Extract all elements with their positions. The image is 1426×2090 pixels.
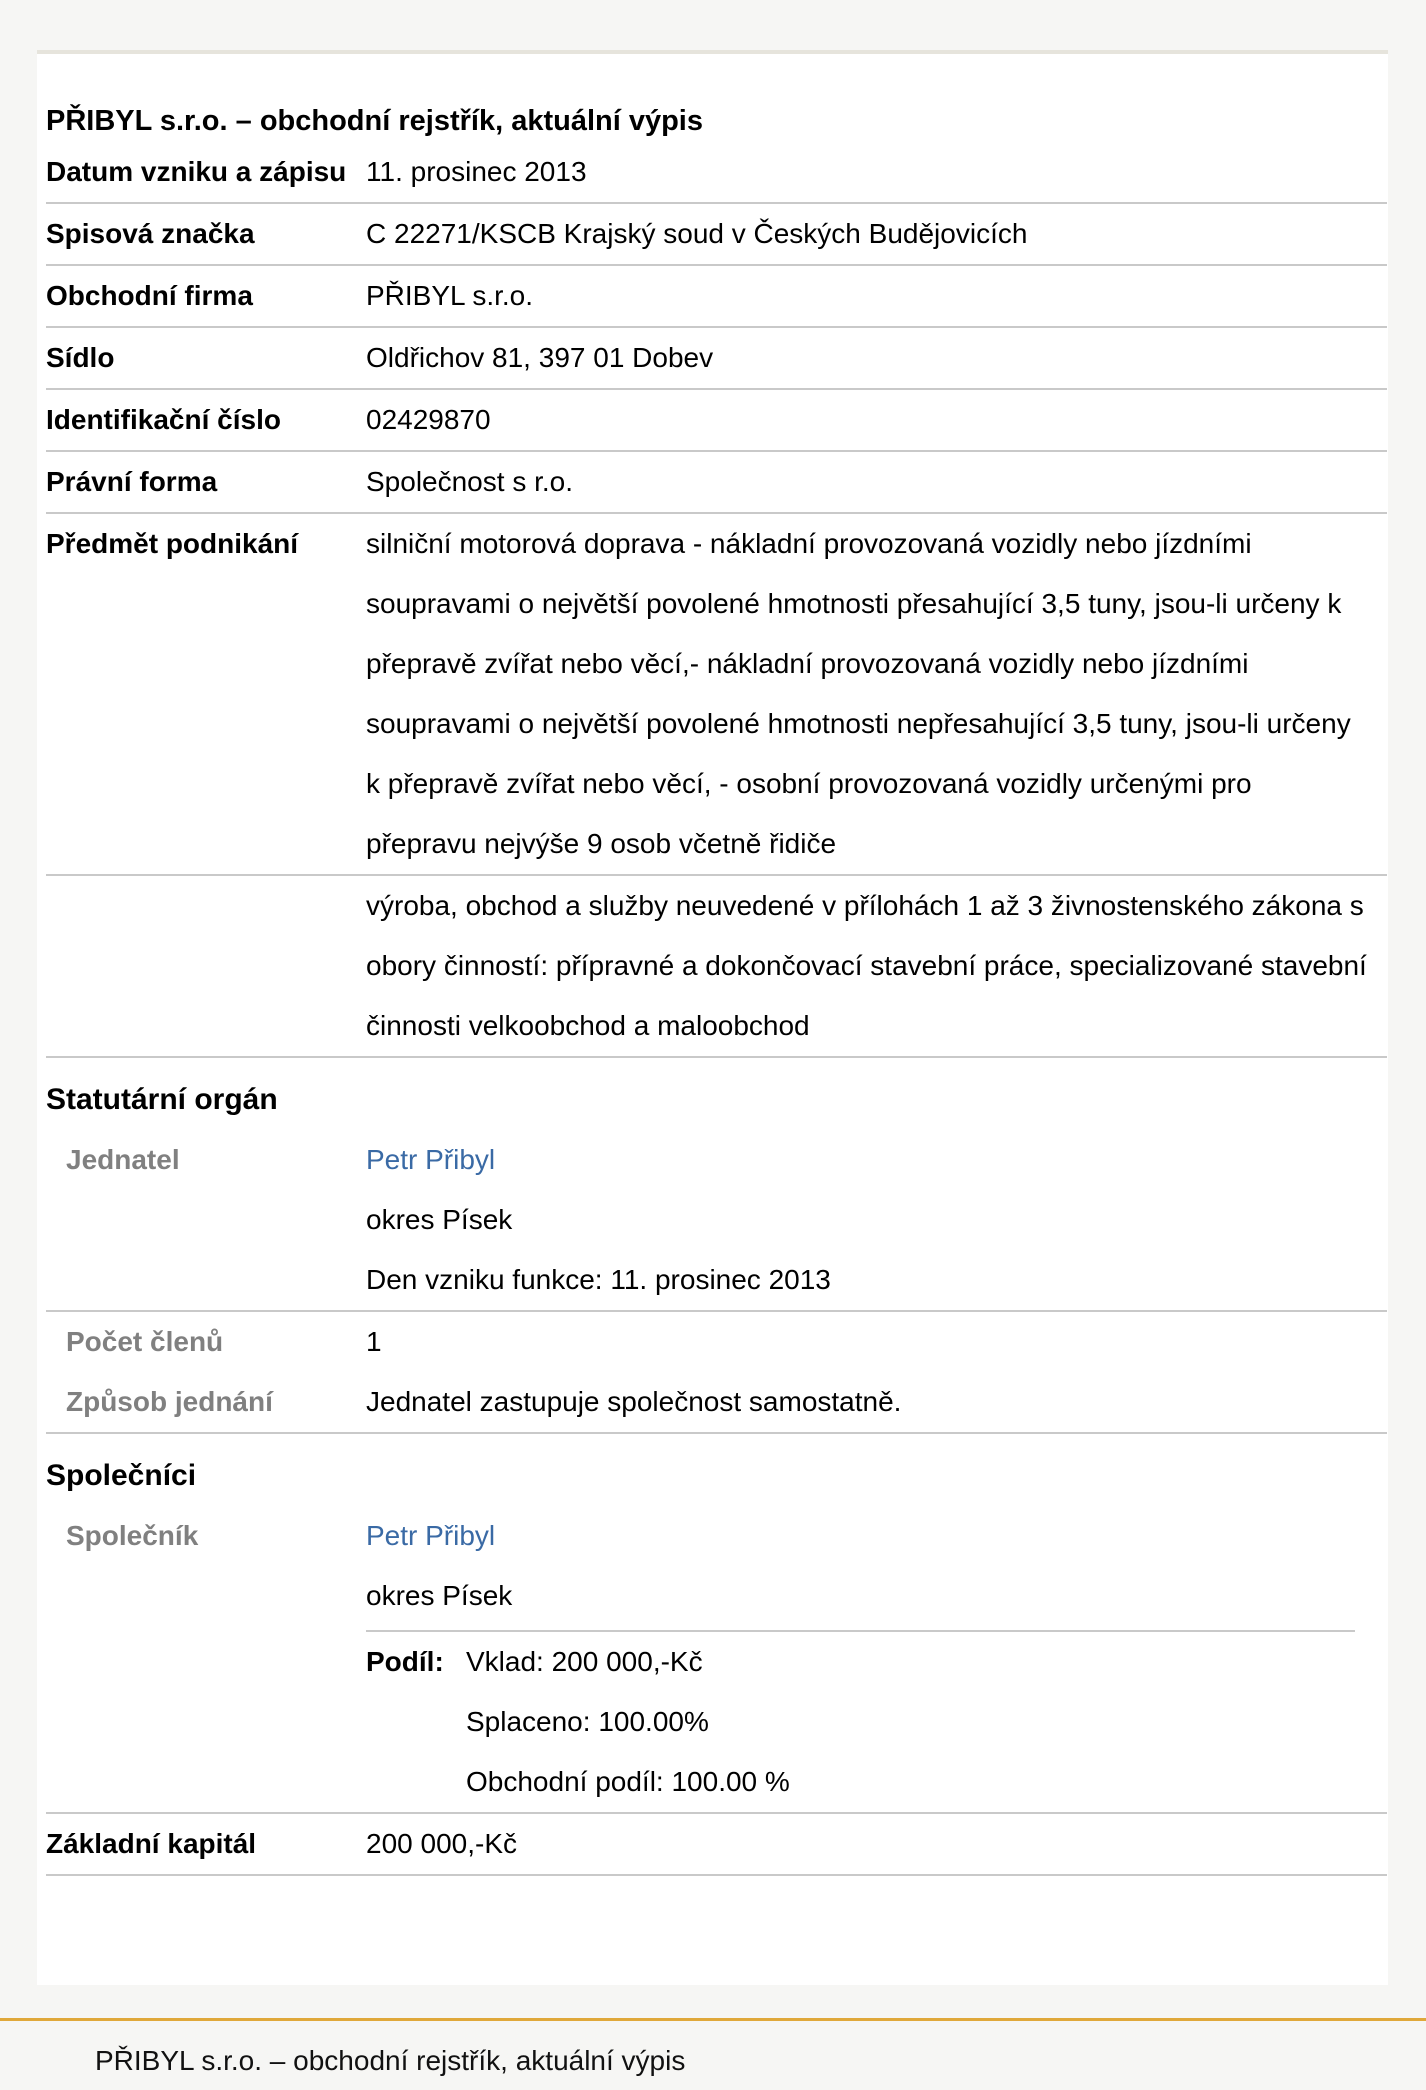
row-value: Společnost s r.o.: [366, 466, 574, 497]
row-label: Způsob jednání: [66, 1386, 273, 1417]
row-label: Právní forma: [46, 466, 218, 497]
spolecnik-name-link[interactable]: Petr Přibyl: [366, 1520, 496, 1551]
row-label: Společník: [66, 1520, 199, 1551]
page-footer: [0, 2018, 1426, 2090]
row-sidlo: [46, 328, 1387, 390]
row-label: Identifikační číslo: [46, 404, 281, 435]
row-label: Počet členů: [66, 1326, 224, 1357]
share-block: [366, 1630, 1355, 1812]
row-label-empty: [46, 876, 366, 1056]
register-extract-content: [46, 100, 1387, 1876]
row-value: Oldřichov 81, 397 01 Dobev: [366, 342, 714, 373]
row-label: Spisová značka: [46, 218, 255, 249]
register-extract-card: [37, 50, 1388, 1985]
row-value: výroba, obchod a služby neuvedené v přílohách 1 až 3 živnostenského zákona s obory činností: přípravné a dokončovací stavební práce, specializované stavební činnosti velkoobchod a maloobchod: [366, 890, 1367, 1041]
row-value: [366, 1506, 1387, 1812]
section-heading-statutarni: Statutární orgán: [46, 1083, 278, 1116]
row-value: C 22271/KSCB Krajský soud v Českých Budějovicích: [366, 218, 1028, 249]
row-value: 11. prosinec 2013: [366, 156, 587, 187]
section-heading-spolecnici: Společníci: [46, 1459, 197, 1492]
row-obchodni-firma: [46, 266, 1387, 328]
row-label: Jednatel: [66, 1144, 180, 1175]
footer-text: PŘIBYL s.r.o. – obchodní rejstřík, aktuální výpis: [95, 2045, 686, 2076]
row-identifikacni-cislo: [46, 390, 1387, 452]
row-predmet-podnikani: [46, 514, 1387, 876]
jednatel-name-link[interactable]: Petr Přibyl: [366, 1144, 496, 1175]
share-splaceno: Splaceno: 100.00%: [466, 1706, 709, 1737]
spolecnik-okres: okres Písek: [366, 1580, 513, 1611]
row-label: Datum vzniku a zápisu: [46, 156, 347, 187]
row-spisova-znacka: [46, 204, 1387, 266]
jednatel-funkce: Den vzniku funkce: 11. prosinec 2013: [366, 1264, 831, 1295]
row-zpusob-jednani: [46, 1372, 1387, 1434]
row-spolecnik: [46, 1506, 1387, 1814]
row-value: silniční motorová doprava - nákladní provozovaná vozidly nebo jízdními soupravami o největší povolené hmotnosti přesahující 3,5 tuny, jsou-li určeny k přepravě zvířat nebo věcí,- nákladní provozovaná vozidly nebo jízdními soupravami o největší povolené hmotnosti nepřesahující 3,5 tuny, jsou-li určeny k přepravě zvířat nebo věcí, - osobní provozovaná vozidly určenými pro přepravu nejvýše 9 osob včetně řidiče: [366, 528, 1351, 859]
page-title: PŘIBYL s.r.o. – obchodní rejstřík, aktuální výpis: [46, 105, 703, 137]
row-value: [366, 1130, 1387, 1310]
row-pravni-forma: [46, 452, 1387, 514]
row-value: 200 000,-Kč: [366, 1828, 517, 1859]
share-values: [466, 1632, 790, 1812]
row-label: Obchodní firma: [46, 280, 253, 311]
row-zakladni-kapital: [46, 1814, 1387, 1876]
row-label: Základní kapitál: [46, 1828, 257, 1859]
share-vklad: Vklad: 200 000,-Kč: [466, 1646, 703, 1677]
row-value: 02429870: [366, 404, 491, 435]
row-value: Jednatel zastupuje společnost samostatně.: [366, 1386, 902, 1417]
row-predmet-podnikani-2: [46, 876, 1387, 1058]
row-label: Sídlo: [46, 342, 115, 373]
share-obchodni-podil: Obchodní podíl: 100.00 %: [466, 1766, 790, 1797]
row-datum-vzniku: [46, 142, 1387, 204]
row-jednatel: [46, 1130, 1387, 1312]
row-value: 1: [366, 1326, 382, 1357]
row-pocet-clenu: [46, 1312, 1387, 1372]
share-label: Podíl:: [366, 1646, 444, 1677]
row-label: Předmět podnikání: [46, 528, 299, 559]
jednatel-okres: okres Písek: [366, 1204, 513, 1235]
row-value: PŘIBYL s.r.o.: [366, 280, 534, 311]
